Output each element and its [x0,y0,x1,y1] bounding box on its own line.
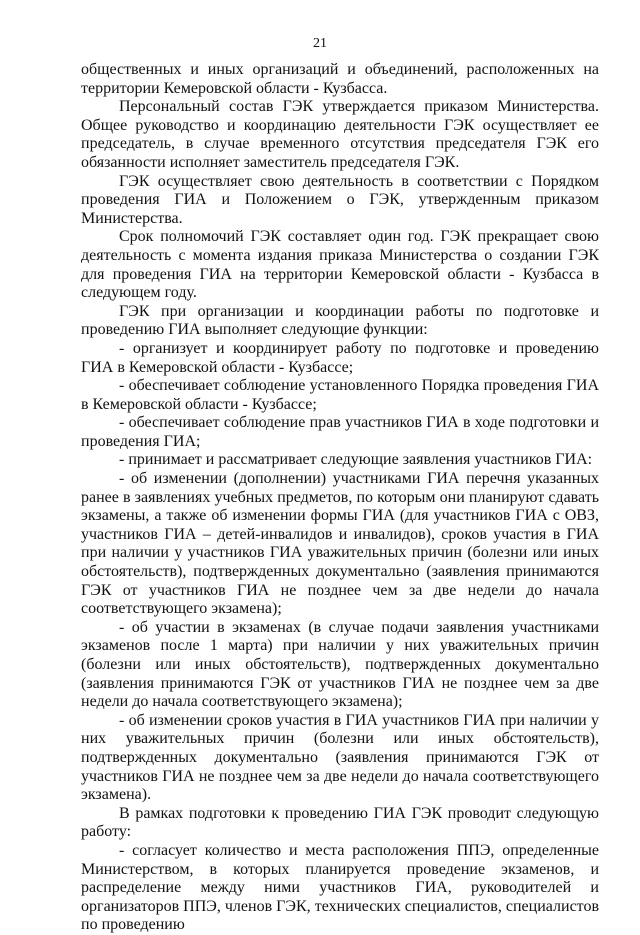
paragraph-preparation-intro: В рамках подготовки к проведению ГИА ГЭК проводит следующую работу: [81,804,599,841]
list-item-subject-change: - об изменении (дополнении) участниками ГИА перечня указанных ранее в заявлениях учебных предметов, по которым они планируют сдавать экзамены, а также об изменении формы ГИА (для участников ГИА с ОВЗ, участников ГИА – детей-инвалидов и инвалидов), сроков участия в ГИА при наличии у участников ГИА уважительных причин (болезни или иных обстоятельств), подтвержденных документально (заявления принимаются ГЭК от участников ГИА не позднее чем за две недели до начала соответствующего экзамена); [81,470,599,618]
paragraph-gek-functions-intro: ГЭК при организации и координации работы по подготовке и проведению ГИА выполняет следующие функции: [81,302,599,339]
list-item-ensures-rights: - обеспечивает соблюдение прав участников ГИА в ходе подготовки и проведения ГИА; [81,414,599,450]
list-item-agrees-ppe: - согласует количество и места расположения ППЭ, определенные Министерством, в которых планируется проведение экзаменов, и распределение между ними участников ГИА, руководителей и организаторов ППЭ, членов ГЭК, технических специалистов, специалистов по проведению [81,841,599,934]
paragraph-gek-activity: ГЭК осуществляет свою деятельность в соответствии с Порядком проведения ГИА и Положением о ГЭК, утвержденным приказом Министерства. [81,172,599,227]
list-item-organizes: - организует и координирует работу по подготовке и проведению ГИА в Кемеровской области - Кузбассе; [81,339,599,376]
paragraph-gek-composition: Персональный состав ГЭК утверждается приказом Министерства. Общее руководство и координацию деятельности ГЭК осуществляет ее председатель, в случае временного отсутствия председателя ГЭК его обязанности исполняет заместитель председателя ГЭК. [81,98,599,171]
page-number: 21 [313,36,327,51]
paragraph-continuation: общественных и иных организаций и объединений, расположенных на территории Кемеровской области - Кузбасса. [81,61,599,97]
list-item-accepts-applications: - принимает и рассматривает следующие заявления участников ГИА: [119,451,593,469]
document-body [81,61,599,935]
list-item-exam-participation: - об участии в экзаменах (в случае подачи заявления участниками экзаменов после 1 марта) при наличии у них уважительных причин (болезни или иных обстоятельств), подтвержденных документально (заявления принимаются ГЭК от участников ГИА не позднее чем за две недели до начала соответствующего экзамена); [81,618,599,711]
list-item-term-change: - об изменении сроков участия в ГИА участников ГИА при наличии у них уважительных причин (болезни или иных обстоятельств), подтвержденных документально (заявления принимаются ГЭК от участников ГИА не позднее чем за две недели до начала соответствующего экзамена). [81,711,599,804]
list-item-ensures-procedure: - обеспечивает соблюдение установленного Порядка проведения ГИА в Кемеровской области - Кузбассе; [81,377,599,413]
paragraph-gek-term: Срок полномочий ГЭК составляет один год. ГЭК прекращает свою деятельность с момента издания приказа Министерства о создании ГЭК для проведения ГИА на территории Кемеровской области - Кузбасса в следующем году. [81,228,599,302]
